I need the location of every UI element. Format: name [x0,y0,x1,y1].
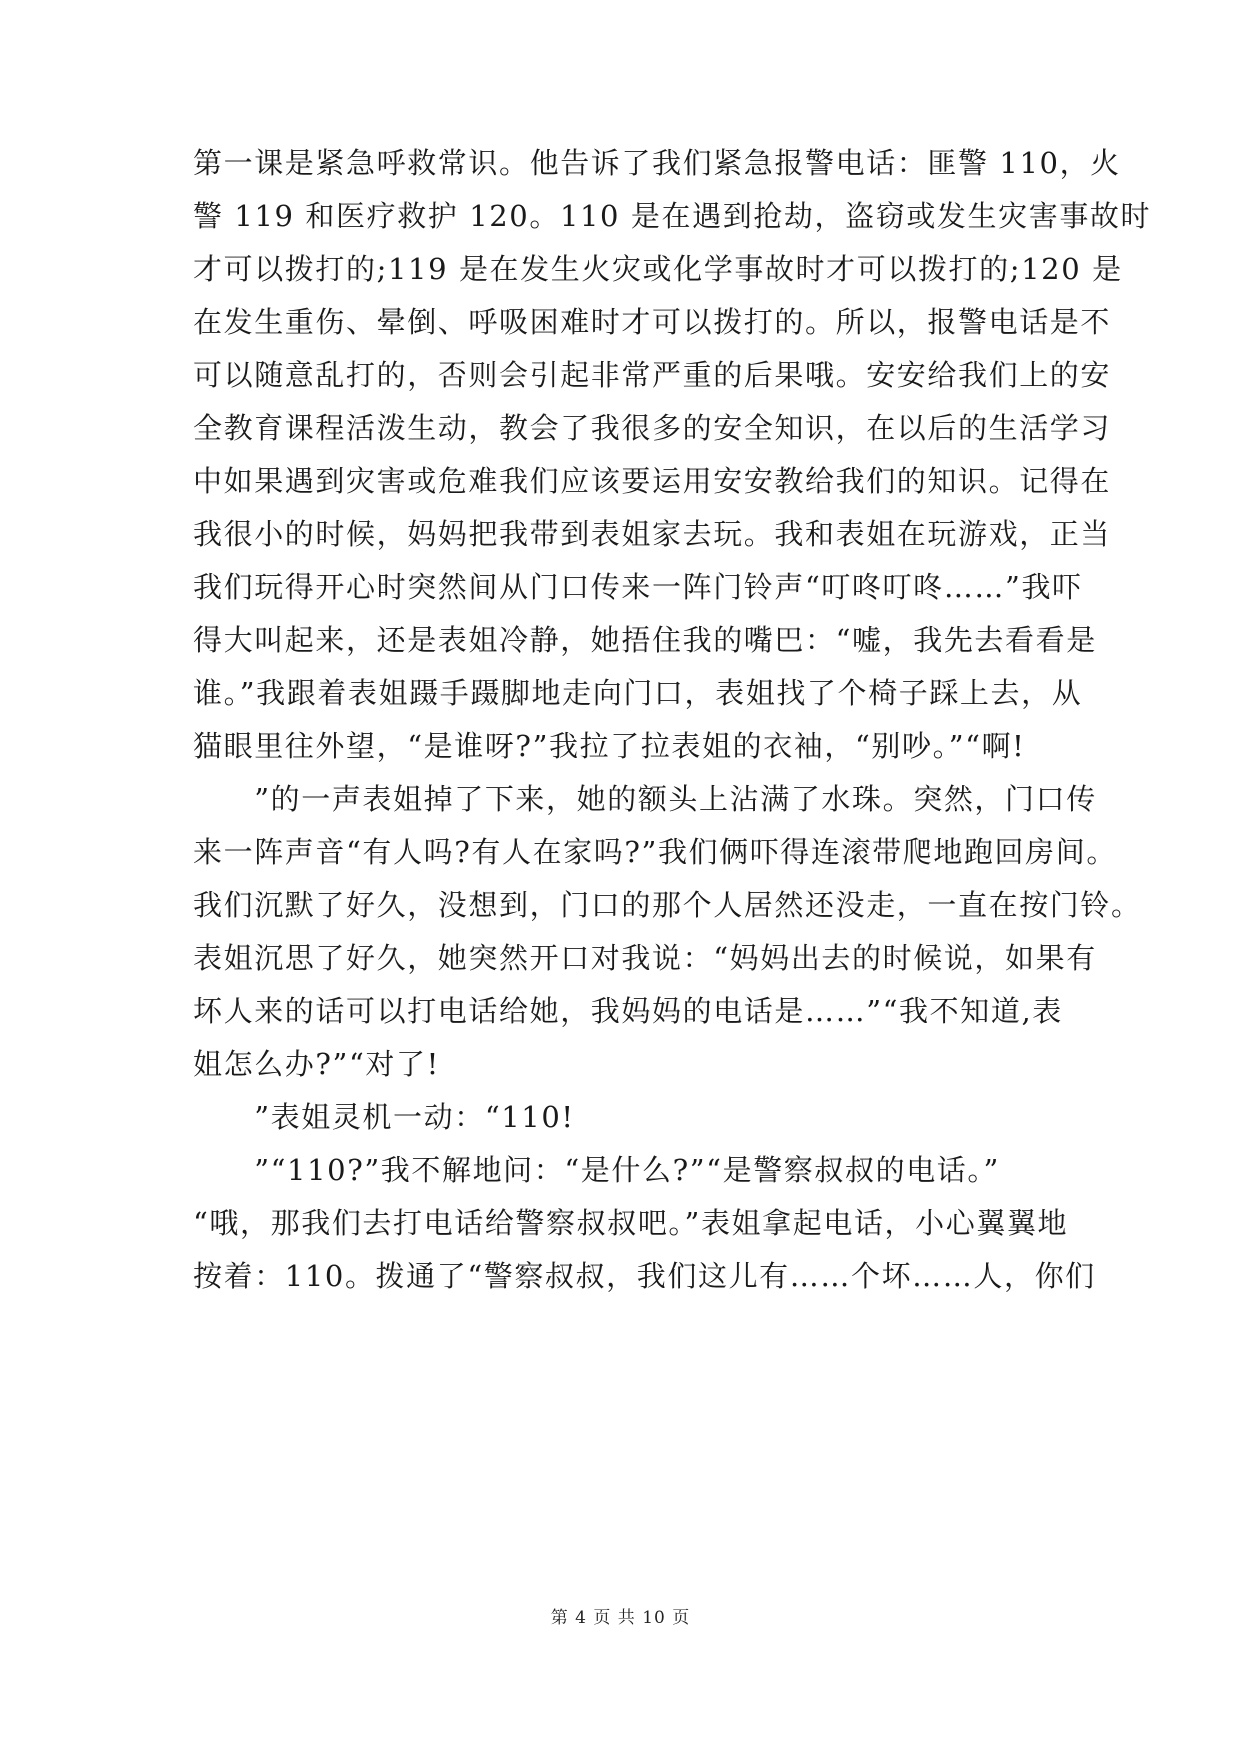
body-text-line: 谁。”我跟着表姐蹑手蹑脚地走向门口，表姐找了个椅子踩上去，从 [193,676,1083,710]
body-text-line: ”“110?”我不解地问：“是什么?”“是警察叔叔的电话。” [193,1153,1000,1187]
body-text-line: 中如果遇到灾害或危难我们应该要运用安安教给我们的知识。记得在 [193,464,1112,498]
body-text-line: 警 119 和医疗救护 120。110 是在遇到抢劫，盗窃或发生灾害事故时 [193,199,1152,233]
body-text-line: 按着：110。拨通了“警察叔叔，我们这儿有……个坏……人，你们 [193,1259,1096,1293]
body-text-line: 我们沉默了好久，没想到，门口的那个人居然还没走，一直在按门铃。 [193,888,1142,922]
body-text-line: 表姐沉思了好久，她突然开口对我说：“妈妈出去的时候说，如果有 [193,941,1097,975]
body-text-line: 来一阵声音“有人吗?有人在家吗?”我们俩吓得连滚带爬地跑回房间。 [193,835,1117,869]
body-text-line: 得大叫起来，还是表姐冷静，她捂住我的嘴巴：“嘘，我先去看看是 [193,623,1097,657]
body-text-line: 我们玩得开心时突然间从门口传来一阵门铃声“叮咚叮咚……”我吓 [193,570,1083,604]
body-text-line: 可以随意乱打的，否则会引起非常严重的后果哦。安安给我们上的安 [193,358,1112,392]
body-text-line: 全教育课程活泼生动，教会了我很多的安全知识，在以后的生活学习 [193,411,1112,445]
body-text-line: 坏人来的话可以打电话给她，我妈妈的电话是……”“我不知道,表 [193,994,1063,1028]
body-text-line: ”的一声表姐掉了下来，她的额头上沾满了水珠。突然，门口传 [193,782,1097,816]
body-text-line: 在发生重伤、晕倒、呼吸困难时才可以拨打的。所以，报警电话是不 [193,305,1112,339]
body-text-line: “哦，那我们去打电话给警察叔叔吧。”表姐拿起电话，小心翼翼地 [193,1206,1069,1240]
body-text-line: 姐怎么办?”“对了! [193,1047,440,1081]
body-text-line: 才可以拨打的;119 是在发生火灾或化学事故时才可以拨打的;120 是 [193,252,1123,286]
body-text-line: ”表姐灵机一动：“110! [193,1100,575,1134]
body-text-line: 第一课是紧急呼救常识。他告诉了我们紧急报警电话：匪警 110，火 [193,146,1121,180]
body-text-line: 猫眼里往外望，“是谁呀?”我拉了拉表姐的衣袖，“别吵。”“啊! [193,729,1026,763]
page-number-footer: 第 4 页 共 10 页 [550,1608,691,1628]
body-text-line: 我很小的时候，妈妈把我带到表姐家去玩。我和表姐在玩游戏，正当 [193,517,1112,551]
